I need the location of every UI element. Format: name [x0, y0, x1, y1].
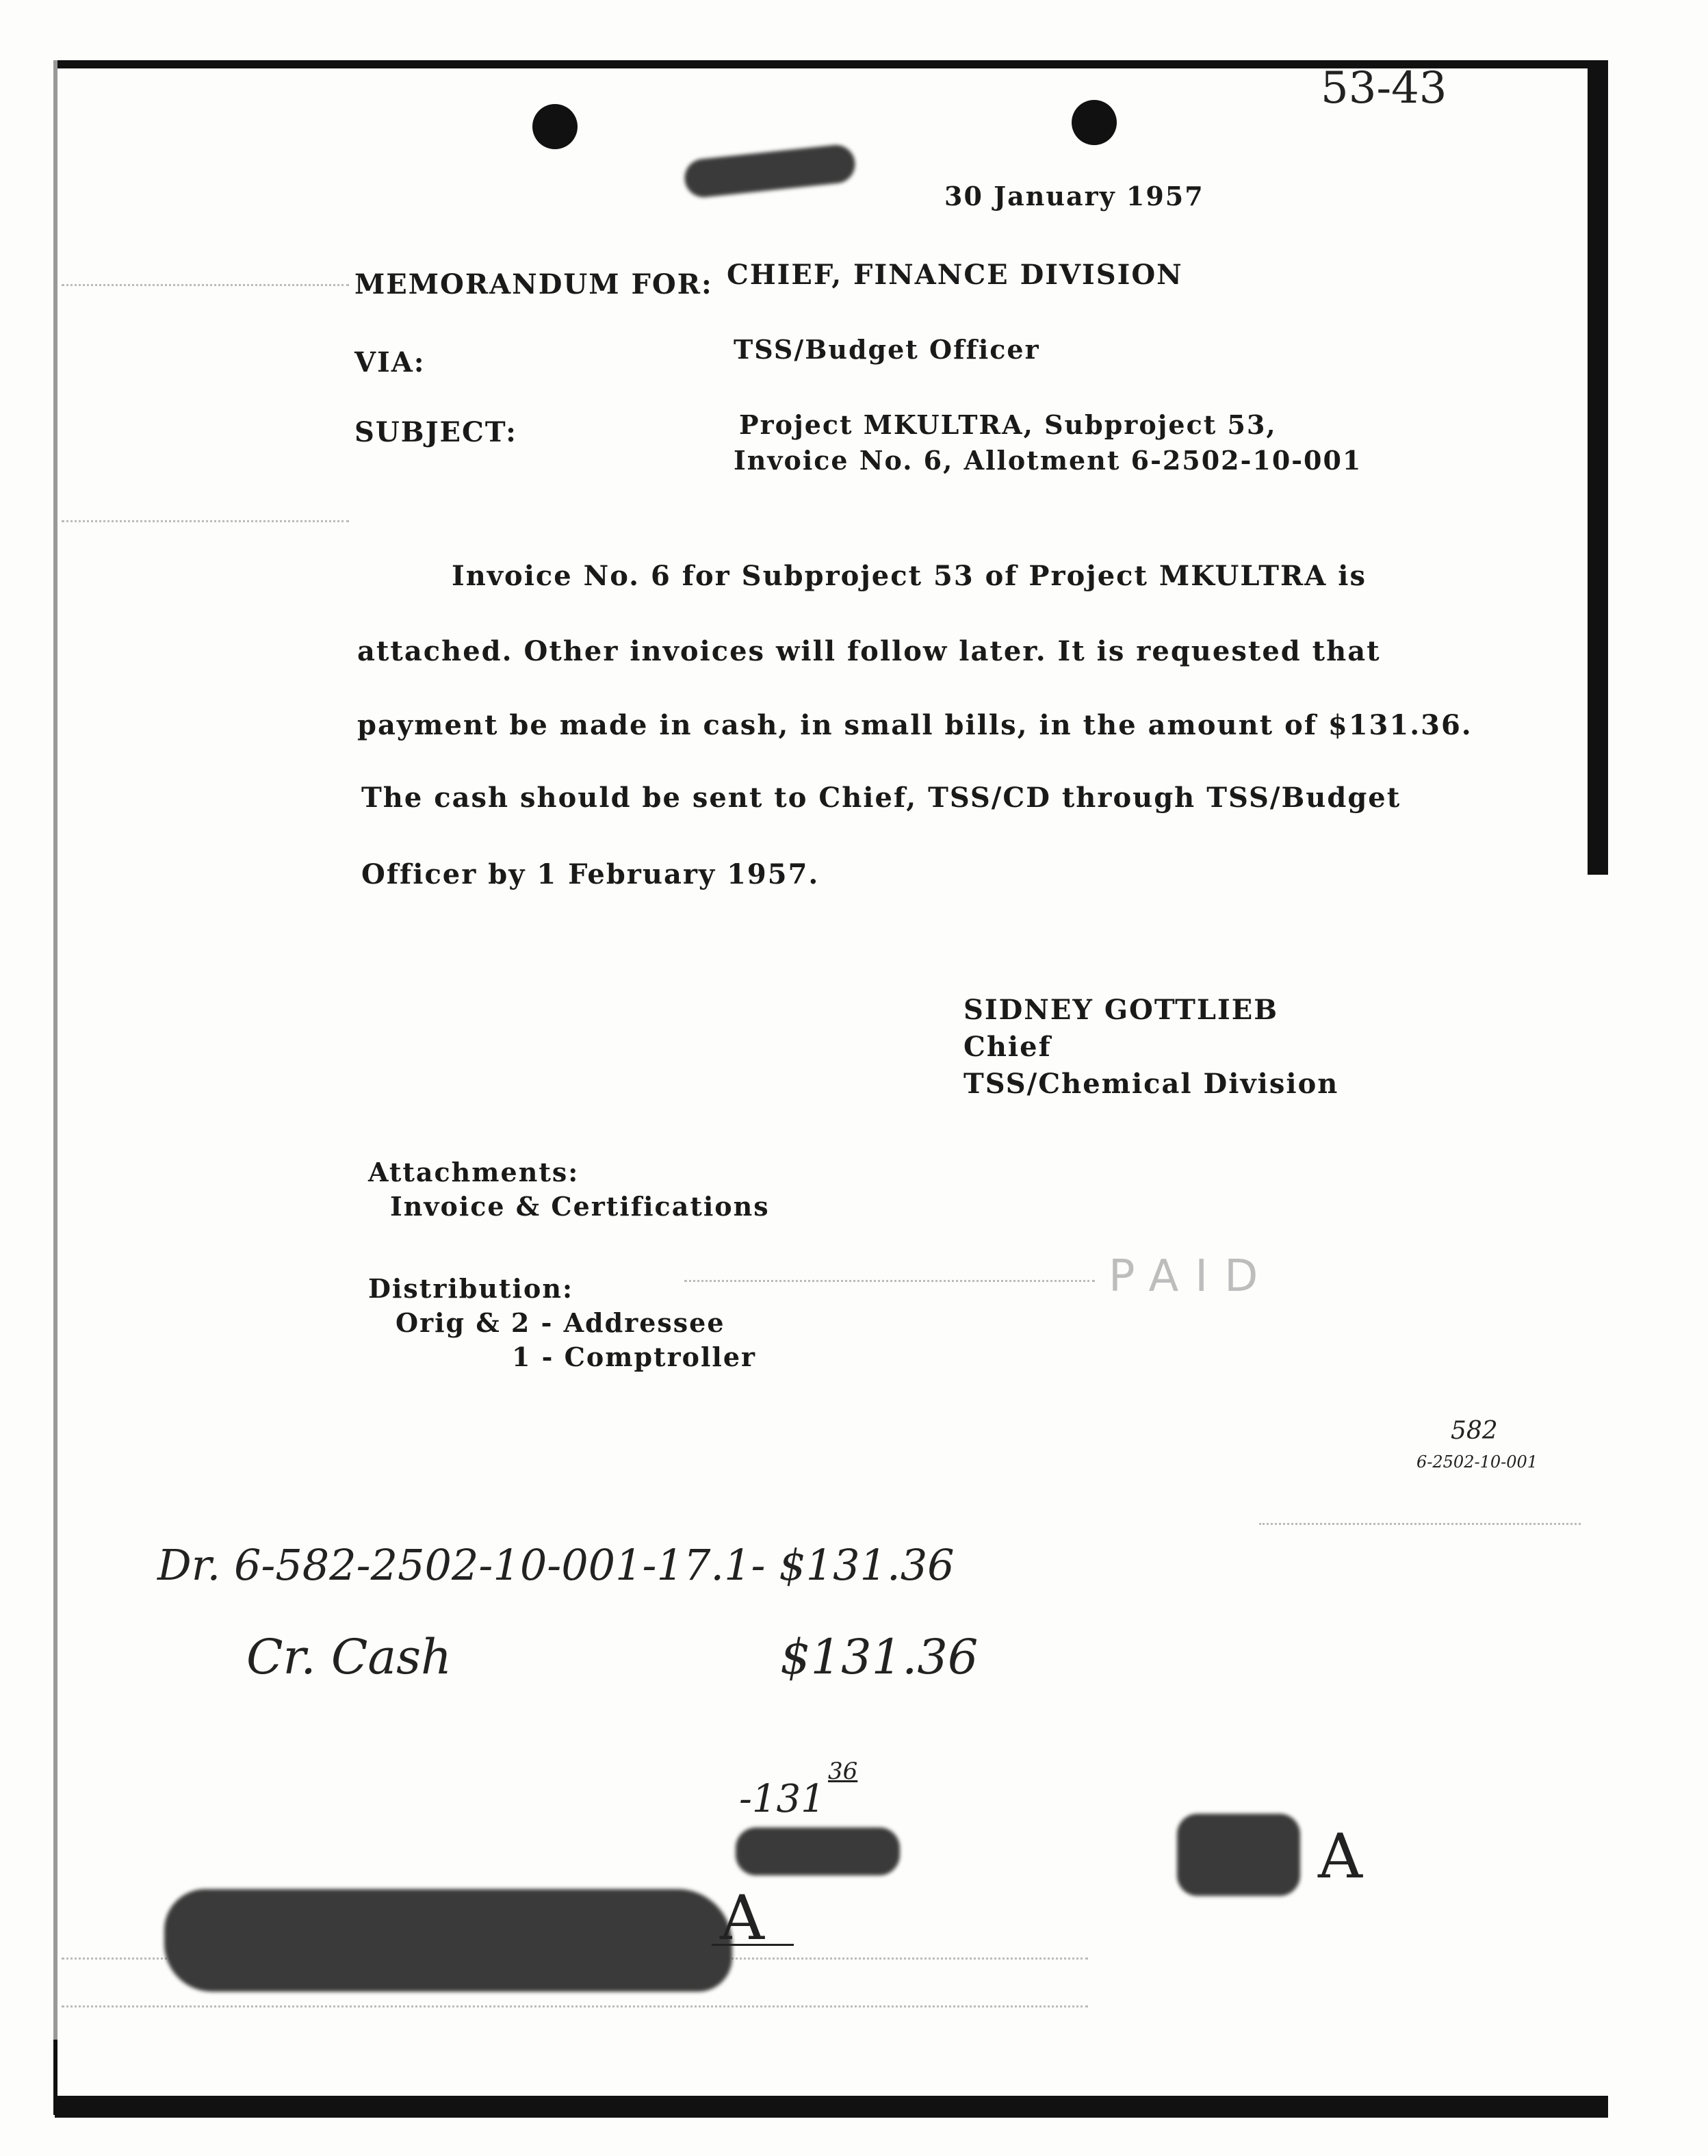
- memo-for-label: MEMORANDUM FOR:: [354, 268, 713, 300]
- body-line-3: payment be made in cash, in small bills, in the amount of $131.36.: [357, 709, 1473, 741]
- signature-division: TSS/Chemical Division: [963, 1068, 1339, 1100]
- body-line-5: Officer by 1 February 1957.: [361, 858, 820, 890]
- debit-line: Dr. 6-582-2502-10-001-17.1- $131.36: [157, 1540, 955, 1590]
- subject-line-1: Project MKULTRA, Subproject 53,: [739, 409, 1277, 440]
- redaction-right: [1177, 1814, 1300, 1896]
- via-label: VIA:: [354, 346, 426, 378]
- redaction-center: [736, 1827, 900, 1875]
- punch-hole-right: [1072, 100, 1117, 145]
- margin-note-top: 582: [1451, 1417, 1498, 1445]
- scan-border-right: [1588, 60, 1608, 875]
- signature-title: Chief: [963, 1031, 1052, 1063]
- via-value: TSS/Budget Officer: [734, 334, 1040, 365]
- margin-note-bottom: 6-2502-10-001: [1416, 1452, 1538, 1472]
- initial-center: A: [720, 1882, 764, 1954]
- credit-label: Cr. Cash: [246, 1629, 452, 1685]
- signature-name: SIDNEY GOTTLIEB: [963, 994, 1279, 1026]
- credit-amount: $131.36: [780, 1629, 979, 1685]
- distribution-line-1: Orig & 2 - Addressee: [396, 1307, 725, 1338]
- total-cents: 36: [828, 1758, 858, 1785]
- scan-artifact-line: [62, 2005, 1088, 2007]
- scan-artifact-line: [62, 284, 349, 286]
- redaction-top: [683, 143, 857, 199]
- body-line-2: attached. Other invoices will follow later. It is requested that: [357, 635, 1381, 667]
- scan-border-left: [53, 60, 57, 2114]
- subject-label: SUBJECT:: [354, 416, 517, 448]
- corner-number: 53-43: [1321, 63, 1447, 114]
- memo-for-value: CHIEF, FINANCE DIVISION: [727, 259, 1183, 291]
- body-line-4: The cash should be sent to Chief, TSS/CD through TSS/Budget: [361, 782, 1401, 814]
- distribution-line-2: 1 - Comptroller: [512, 1342, 757, 1372]
- attachments-label: Attachments:: [368, 1157, 580, 1188]
- punch-hole-left: [532, 104, 578, 149]
- attachments-item: Invoice & Certifications: [390, 1191, 770, 1222]
- scan-border-bottom: [55, 2096, 1608, 2118]
- body-line-1: Invoice No. 6 for Subproject 53 of Project MKULTRA is: [452, 560, 1367, 592]
- paid-stamp: PAID: [1109, 1251, 1275, 1302]
- subject-line-2: Invoice No. 6, Allotment 6-2502-10-001: [734, 445, 1362, 476]
- scan-artifact-line: [62, 520, 349, 522]
- initial-right: A: [1318, 1821, 1362, 1892]
- memo-date: 30 January 1957: [944, 181, 1204, 211]
- scan-artifact-line: [684, 1280, 1095, 1282]
- redaction-bottom-left: [164, 1889, 732, 1992]
- scan-artifact-line: [1259, 1523, 1581, 1525]
- total-amount: -131: [739, 1777, 825, 1821]
- distribution-label: Distribution:: [368, 1273, 573, 1304]
- initial-underline: [712, 1944, 794, 1946]
